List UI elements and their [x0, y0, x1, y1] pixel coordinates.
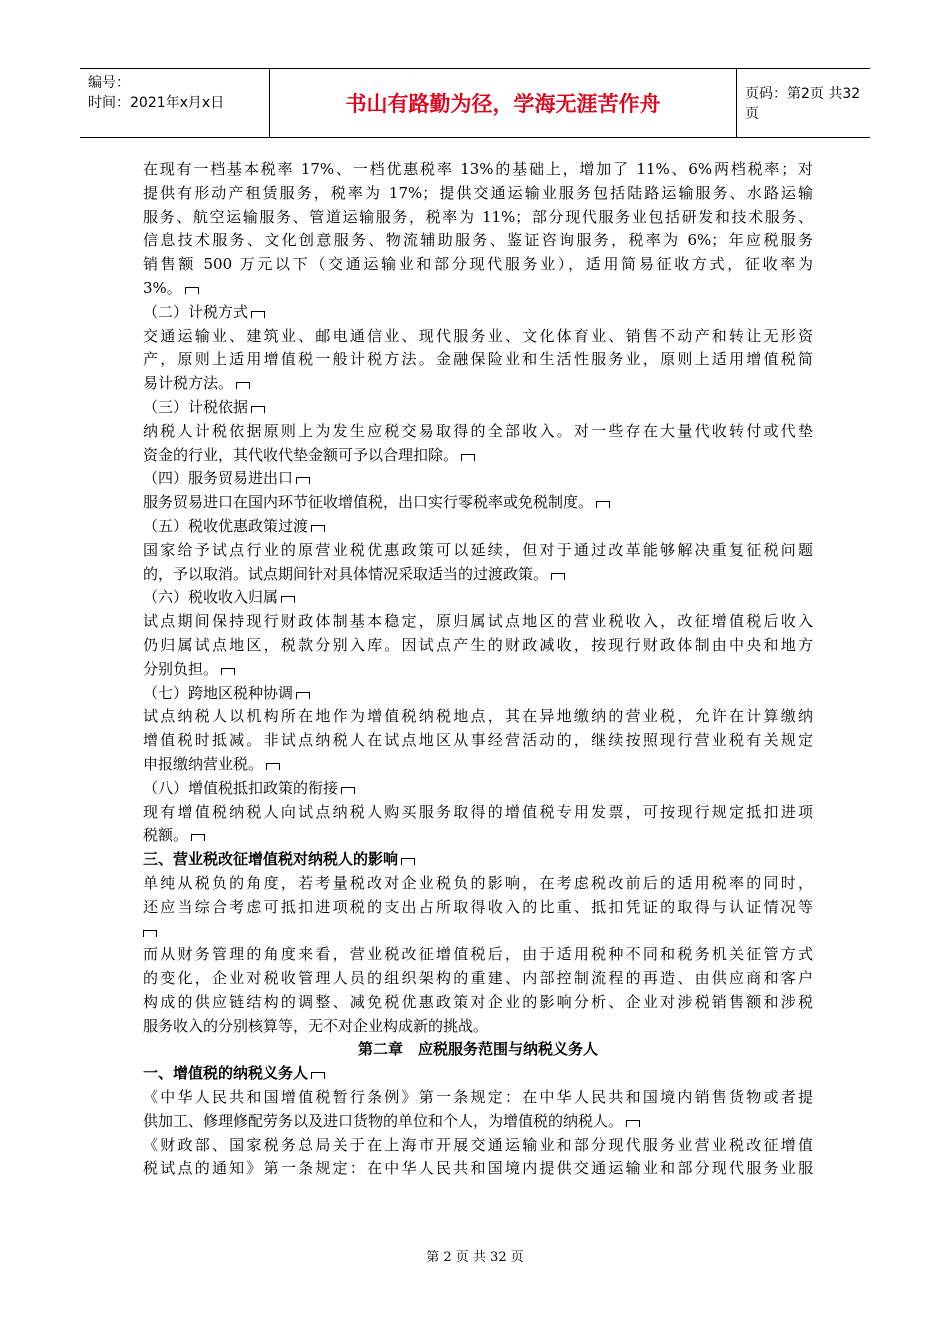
body-line: 国家给予试点行业的原营业税优惠政策可以延续，但对于通过改革能够解决重复征税问题 — [143, 540, 813, 559]
paragraph-mark-icon — [296, 477, 310, 484]
body-line — [143, 920, 813, 944]
header-page-info: 页码：第2页 共32页 — [745, 86, 861, 122]
body-line: 服务、航空运输服务、管道运输服务，税率为 11%；部分现代服务业包括研发和技术服务、 — [143, 207, 813, 226]
paragraph-mark-icon — [236, 382, 250, 389]
paragraph-mark-icon — [311, 525, 325, 532]
paragraph-mark-icon — [281, 596, 295, 603]
paragraph-mark-icon — [341, 787, 355, 794]
body-line: 易计税方法。 — [143, 372, 813, 396]
body-line: 增值税时抵减。非试点纳税人在试点地区从事经营活动的，继续按照现行营业税有关规定 — [143, 731, 813, 750]
body-line: 《中华人民共和国增值税暂行条例》第一条规定：在中华人民共和国境内销售货物或者提 — [143, 1088, 813, 1107]
body-line: 的变化，企业对税收管理人员的组织架构的重建、内部控制流程的再造、由供应商和客户 — [143, 969, 813, 988]
section-title: 三、营业税改征增值税对纳税人的影响 — [143, 848, 813, 872]
body-line: 申报缴纳营业税。 — [143, 753, 813, 777]
body-line: 而从财务管理的角度来看，营业税改征增值税后，由于适用税种不同和税务机关征管方式 — [143, 945, 813, 964]
section-heading: （五）税收优惠政策过渡 — [143, 515, 813, 539]
body-line: 服务收入的分别核算等，无不对企业构成新的挑战。 — [143, 1016, 489, 1035]
paragraph-mark-icon — [551, 573, 565, 580]
document-date: 时间：2021年x月x日 — [88, 95, 225, 111]
section-heading: （三）计税依据 — [143, 396, 813, 420]
section-heading: （八）增值税抵扣政策的衔接 — [143, 777, 813, 801]
section-heading: （七）跨地区税种协调 — [143, 682, 813, 706]
header-meta-cell — [80, 69, 270, 137]
body-line: 分别负担。 — [143, 658, 813, 682]
body-line: 交通运输业、建筑业、邮电通信业、现代服务业、文化体育业、销售不动产和转让无形资 — [143, 326, 813, 345]
paragraph-mark-icon — [311, 1072, 325, 1079]
body-line: 服务贸易进口在国内环节征收增值税，出口实行零税率或免税制度。 — [143, 491, 813, 515]
body-line: 仍归属试点地区，税款分别入库。因试点产生的财政减收，按现行财政体制由中央和地方 — [143, 635, 813, 654]
body-line: 产，原则上适用增值税一般计税方法。金融保险业和生活性服务业，原则上适用增值税简 — [143, 350, 813, 369]
body-line: 税额。 — [143, 824, 813, 848]
body-line: 销售额 500 万元以下（交通运输业和部分现代服务业），适用简易征收方式，征收率为 — [143, 255, 813, 274]
body-line: 构成的供应链结构的调整、减免税优惠政策对企业的影响分析、企业对涉税销售额和涉税 — [143, 992, 813, 1011]
document-number-label: 编号： — [88, 75, 130, 91]
body-line: 纳税人计税依据原则上为发生应税交易取得的全部收入。对一些存在大量代收转付或代垫 — [143, 421, 813, 440]
paragraph-mark-icon — [185, 287, 199, 294]
body-line: 试点纳税人以机构所在地作为增值税纳税地点，其在异地缴纳的营业税，允许在计算缴纳 — [143, 707, 813, 726]
body-line: 提供有形动产租赁服务，税率为 17%；提供交通运输业服务包括陆路运输服务、水路运输 — [143, 183, 813, 202]
paragraph-mark-icon — [296, 692, 310, 699]
body-line: 信息技术服务、文化创意服务、物流辅助服务、鉴证咨询服务，税率为 6%；年应税服务 — [143, 231, 813, 250]
section-heading: （六）税收收入归属 — [143, 586, 813, 610]
body-line: 《财政部、国家税务总局关于在上海市开展交通运输业和部分现代服务业营业税改征增值 — [143, 1135, 813, 1154]
body-line: 资金的行业，其代收代垫金额可予以合理扣除。 — [143, 444, 813, 468]
paragraph-mark-icon — [143, 930, 157, 937]
body-line: 税试点的通知》第一条规定：在中华人民共和国境内提供交通运输业和部分现代服务业服 — [143, 1159, 813, 1178]
body-line: 试点期间保持现行财政体制基本稳定，原归属试点地区的营业税收入，改征增值税后收入 — [143, 612, 813, 631]
body-line: 在现有一档基本税率 17%、一档优惠税率 13%的基础上，增加了 11%、6%两档税率；对 — [143, 160, 813, 178]
paragraph-mark-icon — [626, 1120, 640, 1127]
paragraph-mark-icon — [251, 406, 265, 413]
paragraph-mark-icon — [266, 763, 280, 770]
paragraph-mark-icon — [191, 834, 205, 841]
paragraph-mark-icon — [461, 454, 475, 461]
body-line: 供加工、修理修配劳务以及进口货物的单位和个人，为增值税的纳税人。 — [143, 1110, 813, 1134]
body-line: 还应当综合考虑可抵扣进项税的支出占所取得收入的比重、抵扣凭证的取得与认证情况等 — [143, 897, 813, 916]
section-title: 一、增值税的纳税义务人 — [143, 1062, 813, 1086]
page-header — [80, 68, 870, 138]
section-heading: （四）服务贸易进出口 — [143, 467, 813, 491]
section-heading: （二）计税方式 — [143, 301, 813, 325]
header-motto: 书山有路勤为径，学海无涯苦作舟 — [270, 69, 737, 137]
body-line: 的，予以取消。试点期间针对具体情况采取适当的过渡政策。 — [143, 563, 813, 587]
page-footer: 第 2 页 共 32 页 — [426, 1250, 524, 1265]
body-line: 现有增值税纳税人向试点纳税人购买服务取得的增值税专用发票，可按现行规定抵扣进项 — [143, 802, 813, 821]
body-line: 单纯从税负的角度，若考量税改对企业税负的影响，在考虑税改前后的适用税率的同时， — [143, 873, 813, 892]
paragraph-mark-icon — [221, 668, 235, 675]
body-line: 3%。 — [143, 277, 813, 301]
paragraph-mark-icon — [251, 311, 265, 318]
document-body — [143, 158, 813, 1181]
chapter-title: 第二章 应税服务范围与纳税义务人 — [357, 1040, 598, 1059]
paragraph-mark-icon — [596, 501, 610, 508]
paragraph-mark-icon — [401, 858, 415, 865]
